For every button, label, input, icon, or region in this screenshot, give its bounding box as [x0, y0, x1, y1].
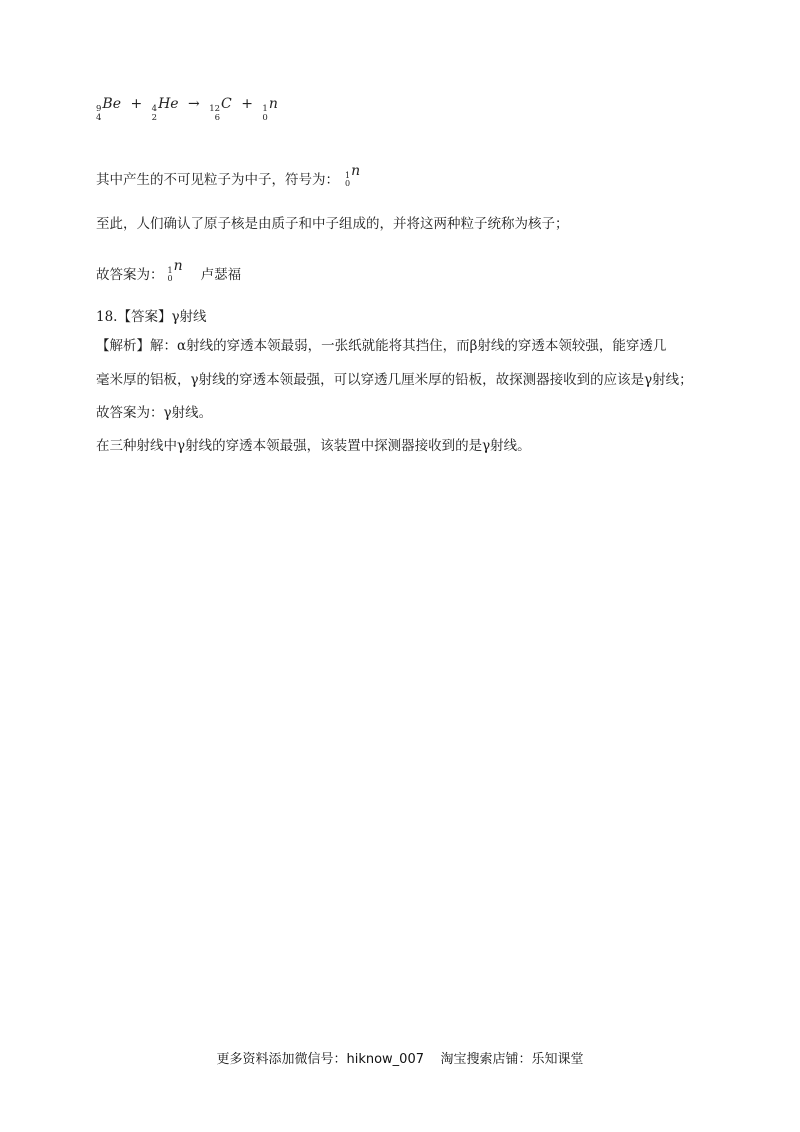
q18-analysis-line-2: 毫米厚的铝板，γ射线的穿透本领最强，可以穿透几厘米厚的铅板，故探测器接收到的应该是γ射线； — [96, 372, 693, 388]
beryllium-nuclide: 9 4 Be — [96, 96, 121, 123]
neutron-nuclide: 1 0 n — [262, 96, 278, 123]
neutron-paragraph: 其中产生的不可见粒子为中子，符号为： 1 0 n — [96, 163, 361, 188]
plus-sign: + — [241, 96, 253, 112]
q18-summary-line: 在三种射线中γ射线的穿透本领最强，该装置中探测器接收到的是γ射线。 — [96, 438, 531, 454]
neutron-symbol: 1 0 n — [345, 163, 361, 188]
q18-header: 18.【答案】γ射线 — [96, 309, 207, 325]
reaction-arrow: → — [188, 96, 200, 112]
answer-name: 卢瑟福 — [200, 267, 242, 283]
q18-answer-line: 故答案为：γ射线。 — [96, 405, 213, 421]
nucleon-paragraph: 至此，人们确认了原子核是由质子和中子组成的，并将这两种粒子统称为核子； — [96, 216, 569, 232]
page-footer: 更多资料添加微信号：hiknow_007 淘宝搜索店铺：乐知课堂 — [216, 1052, 584, 1067]
nuclear-equation — [96, 94, 278, 123]
neutron-symbol: 1 0 n — [167, 258, 183, 283]
plus-sign: + — [130, 96, 143, 112]
helium-nuclide: 4 2 He — [151, 96, 179, 123]
q18-analysis-line-1: 【解析】解：α射线的穿透本领最弱，一张纸就能将其挡住，而β射线的穿透本领较强，能穿透几 — [96, 338, 667, 354]
answer-17-paragraph: 故答案为： 1 0 n卢瑟福 — [96, 258, 242, 283]
carbon-nuclide: 12 6 C — [209, 96, 232, 123]
